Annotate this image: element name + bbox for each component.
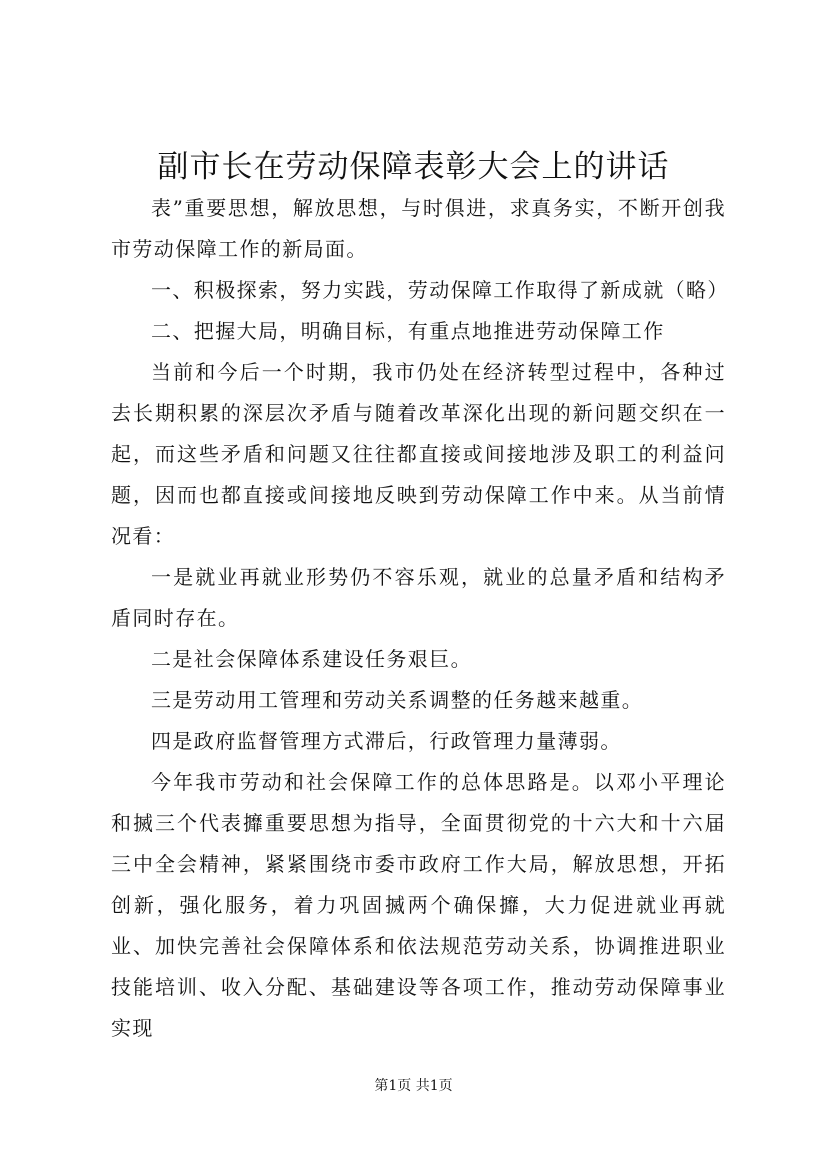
paragraph: 当前和今后一个时期，我市仍处在经济转型过程中，各种过去长期积累的深层次矛盾与随着改革深化出现的新问题交织在一起，而这些矛盾和问题又往往都直接或间接地涉及职工的利益问题，因而也都直接或间接地反映到劳动保障工作中来。从当前情况看： (111, 360, 726, 548)
paragraph: 表”重要思想，解放思想，与时俱进，求真务实，不断开创我市劳动保障工作的新局面。 (111, 196, 726, 261)
paragraph: 二是社会保障体系建设任务艰巨。 (151, 647, 472, 671)
document-body (111, 188, 729, 1049)
paragraph: 三是劳动用工管理和劳动关系调整的任务越来越重。 (151, 688, 644, 712)
paragraph: 一、积极探索，努力实践，劳动保障工作取得了新成就（略） (151, 278, 729, 302)
page-footer: 第1页 共1页 (374, 1078, 453, 1094)
paragraph: 二、把握大局，明确目标，有重点地推进劳动保障工作 (151, 319, 665, 343)
paragraph: 今年我市劳动和社会保障工作的总体思路是。以邓小平理论和搣三个代表攠重要思想为指导，全面贯彻党的十六大和十六届三中全会精神，紧紧围绕市委市政府工作大局，解放思想，开拓创新，强化服务，着力巩固搣两个确保攠，大力促进就业再就业、加快完善社会保障体系和依法规范劳动关系，协调推进职业技能培训、收入分配、基础建设等各项工作，推动劳动保障事业实现 (111, 770, 726, 1040)
paragraph: 一是就业再就业形势仍不容乐观，就业的总量矛盾和结构矛盾同时存在。 (111, 565, 726, 630)
paragraph: 四是政府监督管理方式滞后，行政管理力量薄弱。 (151, 729, 622, 753)
document-title: 副市长在劳动保障表彰大会上的讲话 (157, 149, 670, 185)
